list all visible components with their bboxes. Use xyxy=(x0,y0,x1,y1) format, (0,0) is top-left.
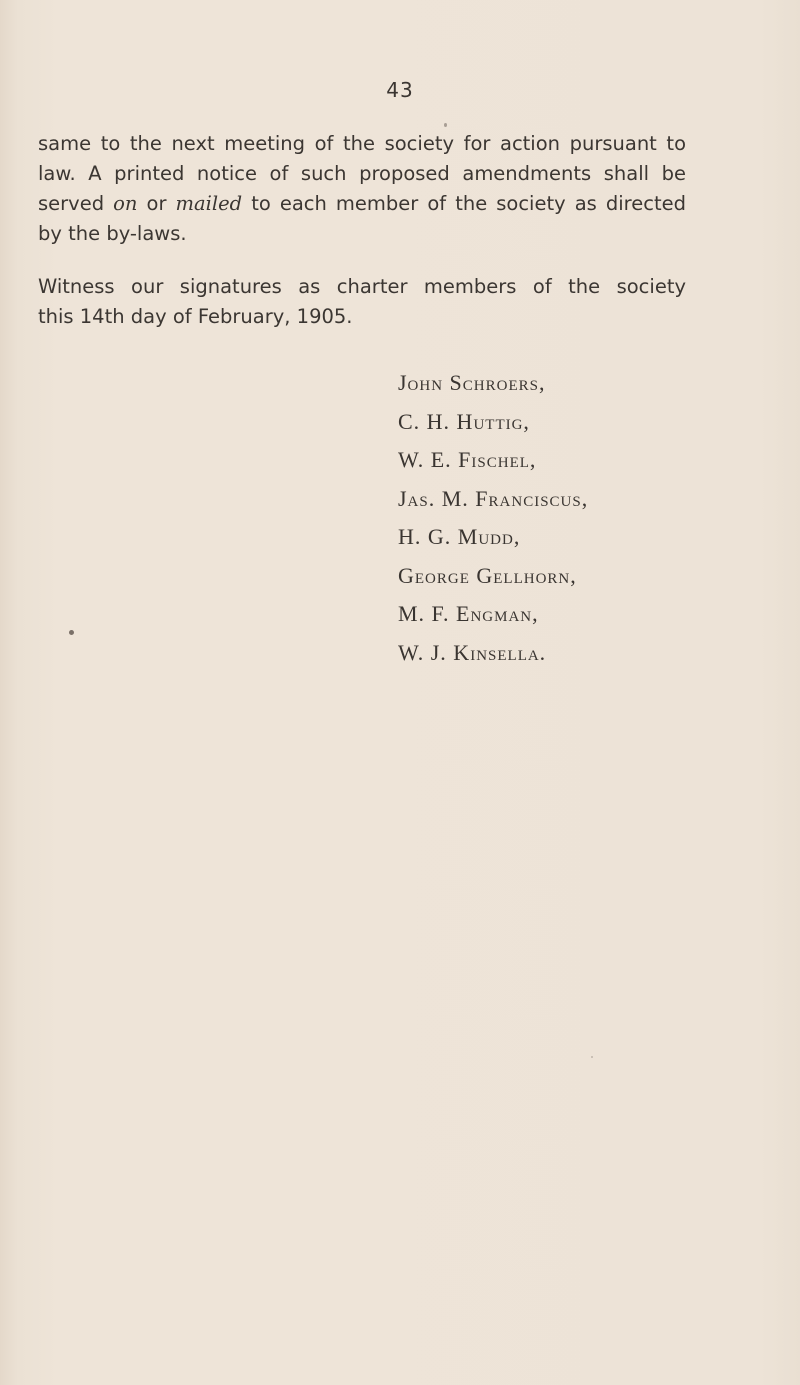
paper-speck xyxy=(69,630,74,635)
paragraph-line: Witness our signatures as charter members of the society xyxy=(38,275,686,298)
signature-list xyxy=(398,364,588,672)
text-segment: served xyxy=(38,192,114,215)
signature-name: Jas. M. Franciscus, xyxy=(398,485,589,511)
paper-speck xyxy=(444,123,447,127)
paragraph-line: same to the next meeting of the society for action pursuant to xyxy=(38,132,686,155)
signature-name: W. J. Kinsella. xyxy=(398,639,547,665)
signature-name: M. F. Engman, xyxy=(398,601,539,626)
emphasis-mailed: mailed xyxy=(175,192,243,215)
witness-paragraph xyxy=(38,272,686,332)
paragraph-line: this 14th day of February, 1905. xyxy=(38,305,353,328)
paragraph-line-with-emphasis xyxy=(38,189,686,219)
paper-speck xyxy=(591,1056,593,1058)
emphasis-on: on xyxy=(113,192,138,215)
signature-name: W. E. Fischel, xyxy=(398,447,537,472)
text-segment: or xyxy=(137,192,176,215)
text-segment: to each member of the society as directed xyxy=(242,192,686,215)
signature-name: H. G. Mudd, xyxy=(398,524,521,549)
amendment-paragraph xyxy=(38,129,686,249)
signature-name: C. H. Huttig, xyxy=(398,408,530,434)
signature-name: John Schroers, xyxy=(398,370,546,395)
paragraph-line: by the by-laws. xyxy=(38,222,187,245)
signature-name: George Gellhorn, xyxy=(398,562,577,588)
page-number: 43 xyxy=(386,78,414,102)
paragraph-line: law. A printed notice of such proposed amendments shall be xyxy=(38,162,686,185)
